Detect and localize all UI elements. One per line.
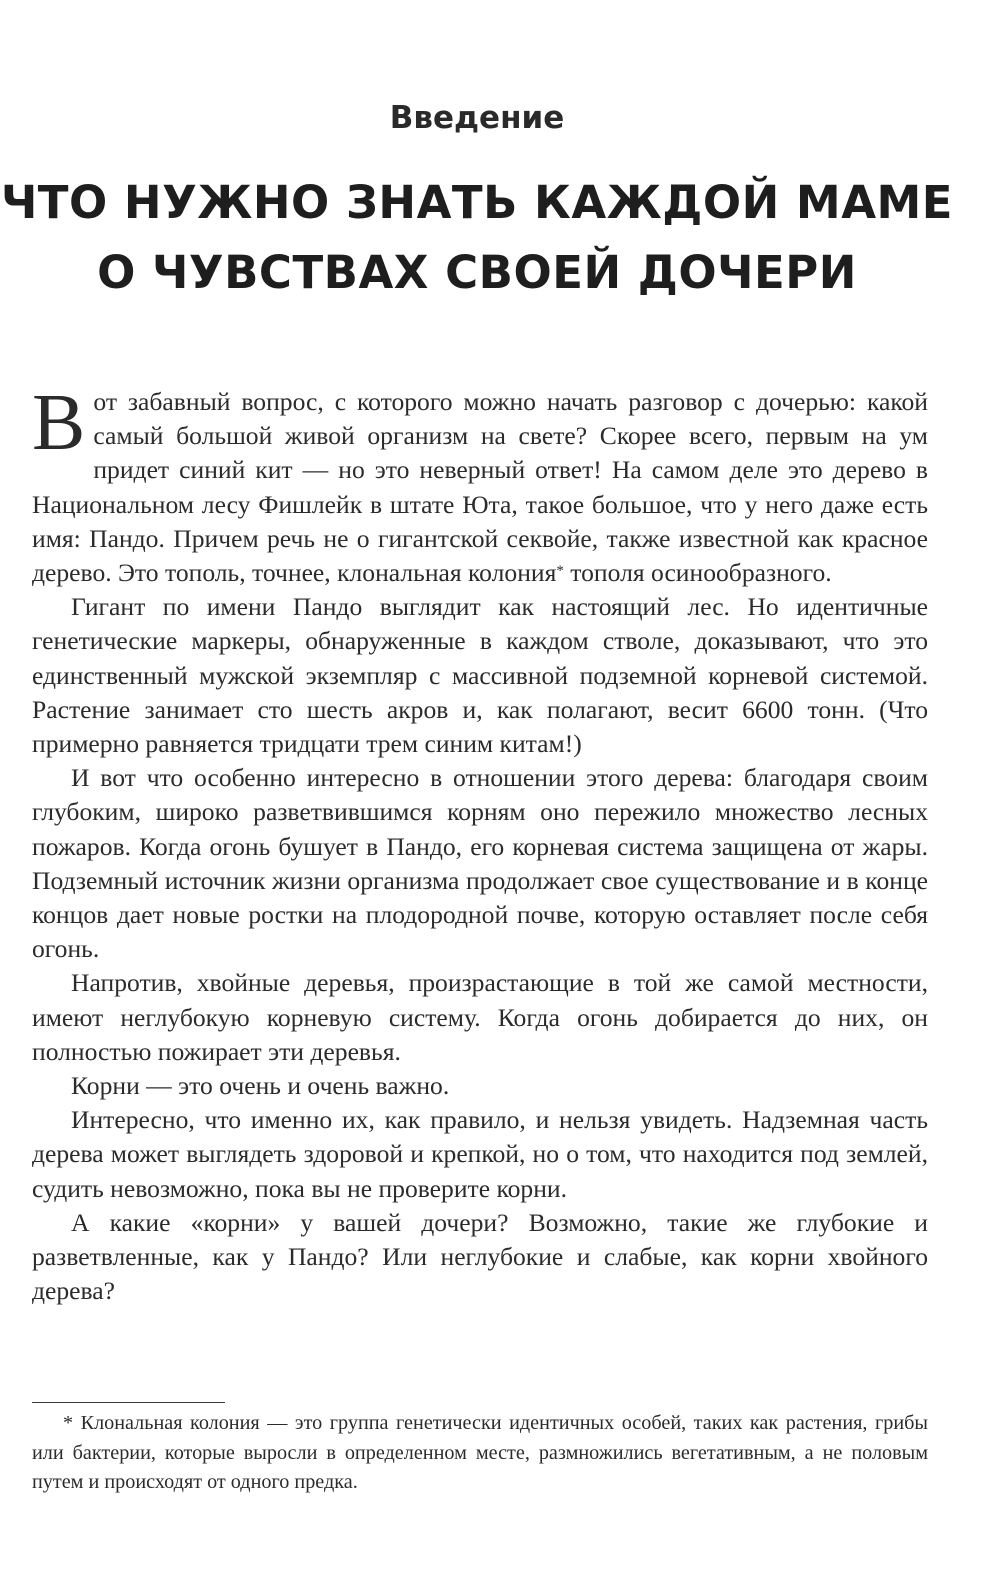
footnote-marker: *: [556, 563, 564, 580]
paragraph-6: Интересно, что именно их, как правило, и нельзя увидеть. Надземная часть дерева может выглядеть здоровой и крепкой, но о том, что находится под землей, судить невозможно, пока вы не проверите корни.: [32, 1105, 928, 1203]
footnote-divider: [32, 1402, 225, 1403]
section-label: Введение: [389, 100, 565, 136]
drop-cap: В: [32, 379, 86, 467]
paragraph-5: Корни — это очень и очень важно.: [71, 1071, 450, 1101]
paragraph-4: Напротив, хвойные деревья, произрастающие в той же самой местности, имеют неглубокую корневую систему. Когда огонь добирается до них, он полностью пожирает эти деревья.: [32, 968, 928, 1066]
paragraph-1: [32, 379, 928, 590]
paragraph-2: Гигант по имени Пандо выглядит как настоящий лес. Но идентичные генетические маркеры, обнаруженные в каждом стволе, доказывают, что это единственный мужской экземпляр с массивной подземной корневой системой. Растение занимает сто шесть акров и, как полагают, весит 6600 тонн. (Что примерно равняется тридцати трем синим китам!): [32, 592, 928, 759]
paragraph-7: А какие «корни» у вашей дочери? Возможно, такие же глубокие и разветвленные, как у Пандо? Или неглубокие и слабые, как корни хвойного дерева?: [32, 1207, 928, 1306]
chapter-title-line-2: О ЧУВСТВАХ СВОЕЙ ДОЧЕРИ: [97, 246, 857, 299]
paragraph-1-tail: тополя осинообразного.: [563, 558, 832, 588]
chapter-title-line-1: ЧТО НУЖНО ЗНАТЬ КАЖДОЙ МАМЕ: [0, 176, 954, 229]
footnote: [32, 1409, 928, 1498]
footnote-text: * Клональная колония — это группа генетически идентичных особей, таких как растения, грибы или бактерии, которые выросли в определенном месте, размножились вегетативным, а не половым путем и происходят от одного предка.: [32, 1412, 928, 1493]
paragraph-1-text: от забавный вопрос, с которого можно начать разговор с дочерью: какой самый большой живой организм на свете? Скорее всего, первым на ум придет синий кит — но это неверный ответ! На самом деле это дерево в Национальном лесу Фишлейк в штате Юта, такое большое, что у него даже есть имя: Пандо. Причем речь не о гигантской секвойе, также известной как красное дерево. Это тополь, точнее, клональная колония: [32, 387, 928, 588]
body-text: [32, 379, 928, 1308]
paragraph-3: И вот что особенно интересно в отношении этого дерева: благодаря своим глубоким, широко разветвившимся корням оно пережило множество лесных пожаров. Когда огонь бушует в Пандо, его корневая система защищена от жары. Подземный источник жизни организма продолжает свое существование и в конце концов дает новые ростки на плодородной почве, которую оставляет после себя огонь.: [32, 763, 928, 964]
chapter-title: [0, 168, 954, 308]
